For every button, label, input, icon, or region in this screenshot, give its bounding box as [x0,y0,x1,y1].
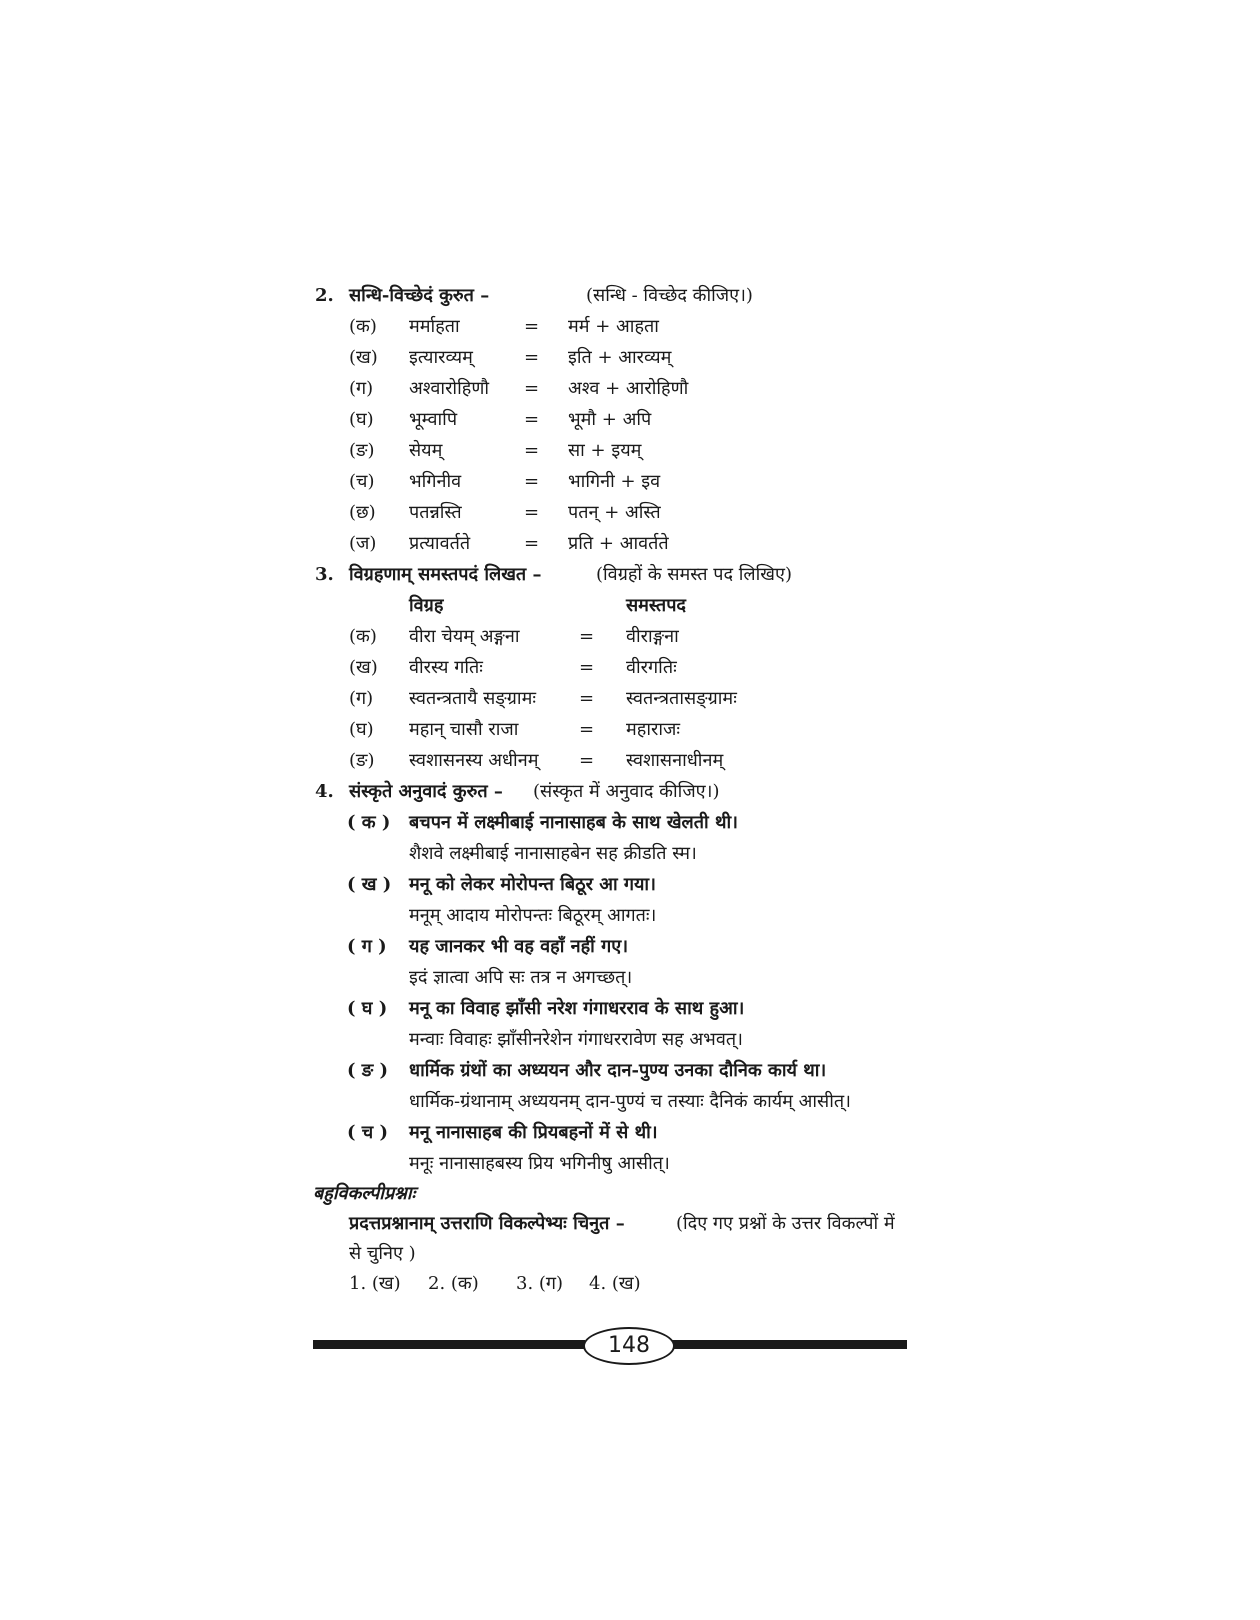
question-heading: विग्रहणाम् समस्तपदं लिखत – [349,564,542,585]
column-header-samastapada: समस्तपद [626,595,686,616]
hindi-sentence: यह जानकर भी वह वहाँ नहीं गए। [409,936,629,957]
item-label: ( ख ) [347,874,392,895]
sanskrit-translation: मनूम् आदाय मोरोपन्तः बिठूरम् आगतः। [409,905,657,926]
answer-item: 1. (ख) [349,1273,401,1294]
sandhi-split: मर्म + आहता [568,316,659,337]
page-number: 148 [583,1327,675,1365]
sandhi-split: अश्व + आरोहिणौ [568,378,689,399]
equals-sign: = [579,719,595,740]
row-label: (घ) [349,719,374,740]
answer-item: 2. (क) [428,1273,479,1294]
row-label: (घ) [349,409,374,430]
equals-sign: = [579,626,595,647]
equals-sign: = [524,533,540,554]
row-label: (ग) [349,688,374,709]
row-label: (च) [349,471,375,492]
samasta-pada: स्वशासनाधीनम् [626,750,724,771]
equals-sign: = [524,409,540,430]
hindi-sentence: मनू को लेकर मोरोपन्त बिठूर आ गया। [409,874,656,895]
sandhi-word: मर्माहता [409,316,460,337]
item-label: ( घ ) [347,998,388,1019]
row-label: (ख) [349,347,378,368]
vigraha-text: महान् चासौ राजा [409,719,519,740]
sandhi-split: पतन् + अस्ति [568,502,661,523]
footer-rule-right [669,1340,907,1349]
sandhi-split: सा + इयम् [568,440,642,461]
sandhi-word: सेयम् [409,440,443,461]
equals-sign: = [524,378,540,399]
question-number: 4. [315,781,334,802]
sanskrit-translation: मनूः नानासाहबस्य प्रिय भगिनीषु आसीत्। [409,1153,670,1174]
row-label: (ङ) [349,440,375,461]
question-subheading: (सन्धि - विच्छेद कीजिए।) [586,285,753,306]
question-subheading: (संस्कृत में अनुवाद कीजिए।) [533,781,720,802]
equals-sign: = [524,440,540,461]
mcq-heading: प्रदत्तप्रश्नानाम् उत्तराणि विकल्पेभ्यः चिनुत – [349,1213,625,1234]
hindi-sentence: धार्मिक ग्रंथों का अध्ययन और दान-पुण्य उनका दौनिक कार्य था। [409,1060,827,1081]
sandhi-word: भगिनीव [409,471,462,492]
equals-sign: = [579,750,595,771]
item-label: ( ङ ) [347,1060,389,1081]
sanskrit-translation: शैशवे लक्ष्मीबाई नानासाहबेन सह क्रीडति स्म। [409,843,697,864]
section-title: बहुविकल्पीप्रश्नाः [313,1183,416,1204]
vigraha-text: स्वतन्त्रतायै सङ्ग्रामः [409,688,536,709]
mcq-subheading-continued: से चुनिए ) [349,1243,416,1264]
row-label: (ग) [349,378,374,399]
sandhi-word: पतन्नस्ति [409,502,462,523]
equals-sign: = [579,657,595,678]
hindi-sentence: मनू नानासाहब की प्रियबहनों में से थी। [409,1122,658,1143]
footer-rule-left [313,1340,585,1349]
item-label: ( च ) [347,1122,388,1143]
hindi-sentence: मनू का विवाह झाँसी नरेश गंगाधरराव के साथ हुआ। [409,998,745,1019]
question-heading: संस्कृते अनुवादं कुरुत – [349,781,503,802]
question-number: 3. [315,564,334,585]
row-label: (ज) [349,533,377,554]
row-label: (ख) [349,657,378,678]
vigraha-text: वीरस्य गतिः [409,657,483,678]
sanskrit-translation: मन्वाः विवाहः झाँसीनरेशेन गंगाधररावेण सह अभवत्। [409,1029,743,1050]
samasta-pada: वीरगतिः [626,657,677,678]
question-subheading: (विग्रहों के समस्त पद लिखिए) [596,564,792,585]
samasta-pada: वीराङ्गना [626,626,679,647]
vigraha-text: वीरा चेयम् अङ्गना [409,626,520,647]
row-label: (छ) [349,502,376,523]
answer-item: 4. (ख) [589,1273,641,1294]
column-header-vigraha: विग्रह [409,595,444,616]
samasta-pada: महाराजः [626,719,680,740]
item-label: ( ग ) [347,936,387,957]
sandhi-word: अश्वारोहिणौ [409,378,489,399]
equals-sign: = [524,502,540,523]
row-label: (ङ) [349,750,375,771]
equals-sign: = [524,347,540,368]
equals-sign: = [579,688,595,709]
samasta-pada: स्वतन्त्रतासङ्ग्रामः [626,688,737,709]
sandhi-word: प्रत्यावर्तते [409,533,471,554]
row-label: (क) [349,626,377,647]
sandhi-split: भागिनी + इव [568,471,661,492]
row-label: (क) [349,316,377,337]
answer-item: 3. (ग) [516,1273,564,1294]
question-heading: सन्धि-विच्छेदं कुरुत – [349,285,490,306]
sandhi-word: इत्यारव्यम् [409,347,473,368]
vigraha-text: स्वशासनस्य अधीनम् [409,750,539,771]
sandhi-split: प्रति + आवर्तते [568,533,669,554]
sanskrit-translation: धार्मिक-ग्रंथानाम् अध्ययनम् दान-पुण्यं च तस्याः दैनिकं कार्यम् आसीत्। [409,1091,851,1112]
question-number: 2. [315,285,334,306]
mcq-subheading: (दिए गए प्रश्नों के उत्तर विकल्पों में [676,1213,895,1234]
equals-sign: = [524,316,540,337]
sanskrit-translation: इदं ज्ञात्वा अपि सः तत्र न अगच्छत्। [409,967,633,988]
hindi-sentence: बचपन में लक्ष्मीबाई नानासाहब के साथ खेलती थी। [409,812,738,833]
sandhi-split: इति + आरव्यम् [568,347,672,368]
sandhi-word: भूम्वापि [409,409,458,430]
equals-sign: = [524,471,540,492]
item-label: ( क ) [347,812,391,833]
sandhi-split: भूमौ + अपि [568,409,652,430]
